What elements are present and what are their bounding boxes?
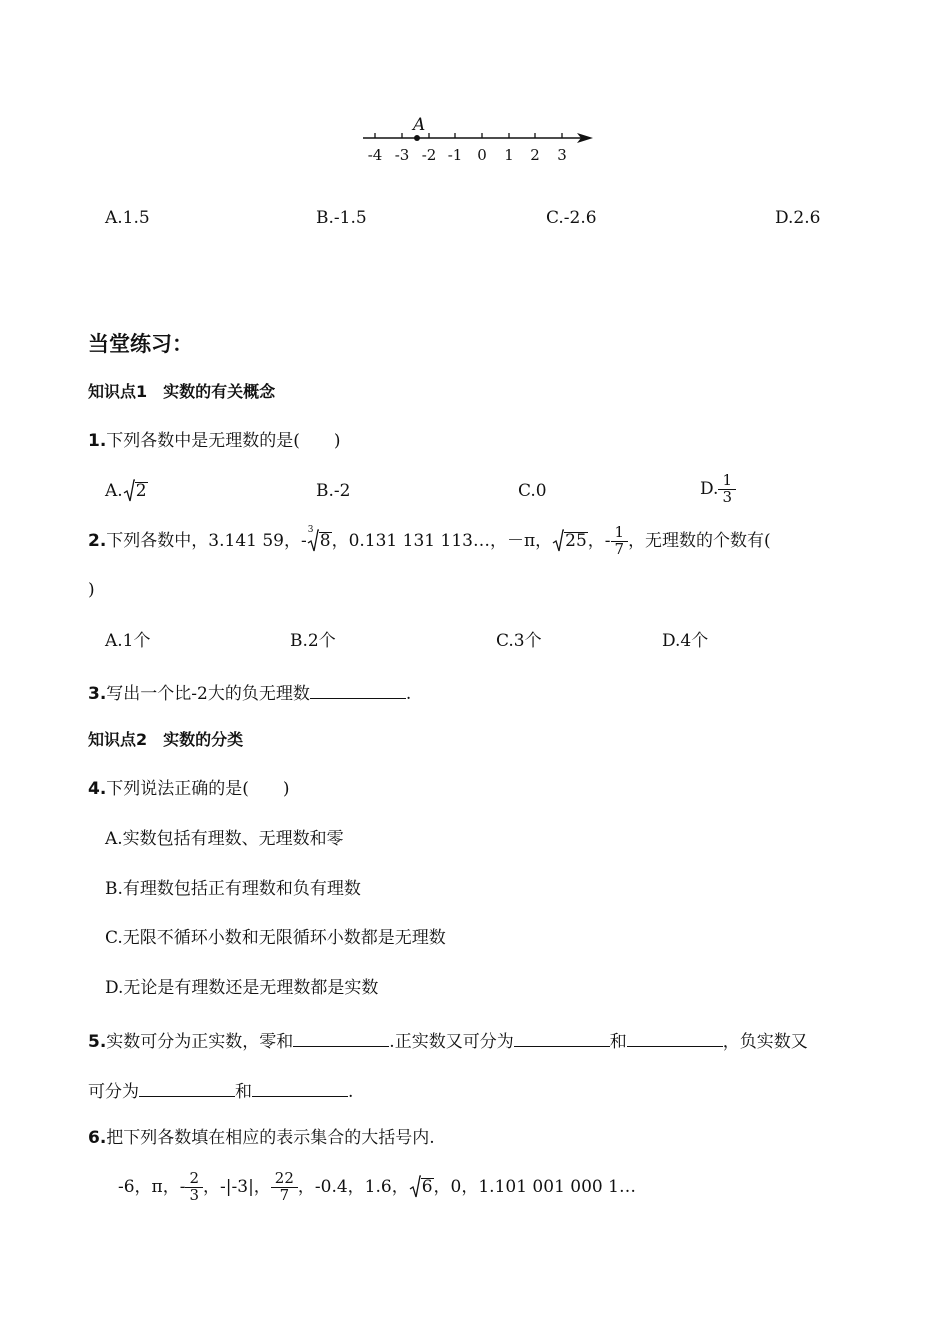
question-text: 可分为	[88, 1082, 139, 1102]
question-number: 1.	[88, 431, 107, 451]
question-text: 和	[235, 1082, 252, 1102]
option-c: C.-2.6	[546, 208, 597, 228]
radicand: 2	[135, 481, 147, 501]
tick-label: 3	[557, 146, 567, 164]
answer-blank[interactable]	[514, 1030, 610, 1047]
radicand: 6	[421, 1177, 433, 1197]
q4-option-c: C.无限不循环小数和无限循环小数都是无理数	[105, 928, 446, 948]
point-a-label: A	[413, 115, 426, 135]
answer-blank[interactable]	[252, 1080, 348, 1097]
q1-option-c: C.0	[518, 481, 547, 501]
q2-option-b: B.2个	[290, 631, 336, 651]
question-5-line-2	[88, 1080, 353, 1101]
tick-label: 0	[477, 146, 487, 164]
point-a-dot	[414, 135, 420, 141]
section-title: 当堂练习：	[88, 332, 193, 356]
sqrt-symbol	[409, 1175, 421, 1199]
question-number: 3.	[88, 684, 107, 704]
number-list-text: ，-0.4，1.6，	[297, 1176, 409, 1197]
question-text: .正实数又可分为	[389, 1032, 514, 1052]
question-2	[88, 518, 771, 564]
question-text: 和	[609, 1032, 627, 1052]
fraction	[273, 1168, 296, 1204]
tick-label: 2	[530, 146, 540, 164]
question-1	[88, 433, 341, 450]
number-line-figure	[355, 112, 605, 172]
answer-blank[interactable]	[139, 1080, 235, 1097]
question-text: 下列各数中是无理数的是( )	[106, 431, 341, 451]
punctuation: .	[348, 1082, 354, 1102]
q2-option-a: A.1个	[105, 631, 151, 651]
q4-option-d: D.无论是有理数还是无理数都是实数	[105, 978, 379, 998]
q2-option-c: C.3个	[496, 631, 542, 651]
option-a: A.1.5	[105, 208, 150, 228]
question-4	[88, 781, 290, 798]
knowledge-point-1: 知识点1 实数的有关概念	[88, 382, 276, 401]
denominator: 7	[614, 539, 625, 558]
question-text: ，0.131 131 113…，－π，	[331, 530, 553, 551]
denominator: 3	[189, 1185, 200, 1204]
q4-option-a: A.实数包括有理数、无理数和零	[105, 829, 344, 849]
question-number: 4.	[88, 779, 107, 799]
number-list-text: ，0，1.101 001 000 1…	[433, 1176, 636, 1197]
knowledge-point-2: 知识点2 实数的分类	[88, 730, 244, 749]
radicand: 8	[319, 531, 331, 551]
question-number: 2.	[88, 530, 107, 551]
q2-option-d: D.4个	[662, 631, 709, 651]
number-list-text: -6，π，-	[118, 1176, 186, 1197]
number-list-text: ，-|-3|，	[203, 1176, 271, 1197]
question-text: ，负实数又	[722, 1032, 808, 1052]
tick-label: -4	[367, 146, 383, 164]
q1-option-b: B.-2	[316, 481, 351, 501]
fraction	[720, 470, 734, 506]
question-text: ，无理数的个数有(	[628, 530, 771, 551]
punctuation: .	[405, 684, 412, 704]
tick-label: 1	[504, 146, 514, 164]
q2-continuation: )	[88, 580, 95, 600]
numerator: 2	[189, 1168, 200, 1187]
fraction	[187, 1168, 201, 1204]
numerator: 22	[274, 1168, 294, 1187]
answer-blank[interactable]	[293, 1030, 389, 1047]
question-text: 下列说法正确的是( )	[106, 779, 290, 799]
question-5	[88, 1030, 808, 1051]
answer-blank[interactable]	[310, 682, 406, 699]
numerator: 1	[722, 470, 732, 489]
numerator: 1	[614, 522, 625, 541]
q1-option-a	[105, 478, 148, 504]
cube-root-symbol	[307, 525, 319, 553]
question-6	[88, 1130, 435, 1147]
denominator: 7	[279, 1185, 290, 1204]
tick-label: -1	[447, 146, 463, 164]
sqrt-symbol	[552, 529, 564, 553]
answer-blank[interactable]	[627, 1030, 723, 1047]
q6-number-list	[118, 1162, 636, 1212]
q4-option-b: B.有理数包括正有理数和负有理数	[105, 879, 361, 899]
sqrt-symbol	[123, 479, 135, 503]
option-d: D.2.6	[775, 208, 821, 228]
tick-label: -3	[394, 146, 410, 164]
option-label: D.	[700, 478, 719, 499]
root-index: 3	[307, 525, 314, 535]
option-b: B.-1.5	[316, 208, 367, 228]
question-number: 5.	[88, 1032, 107, 1052]
denominator: 3	[722, 487, 732, 506]
question-text: 实数可分为正实数，零和	[106, 1032, 294, 1052]
question-3	[88, 682, 411, 703]
question-text: 把下列各数填在相应的表示集合的大括号内.	[106, 1128, 435, 1148]
fraction	[613, 522, 627, 558]
question-text: ，-	[587, 530, 611, 551]
option-label: A.	[105, 480, 123, 501]
question-text: 下列各数中，3.141 59，-	[106, 530, 307, 551]
q1-option-d	[700, 466, 736, 512]
question-text: 写出一个比-2大的负无理数	[106, 684, 310, 704]
radicand: 25	[565, 531, 587, 551]
question-number: 6.	[88, 1128, 107, 1148]
tick-label: -2	[421, 146, 437, 164]
